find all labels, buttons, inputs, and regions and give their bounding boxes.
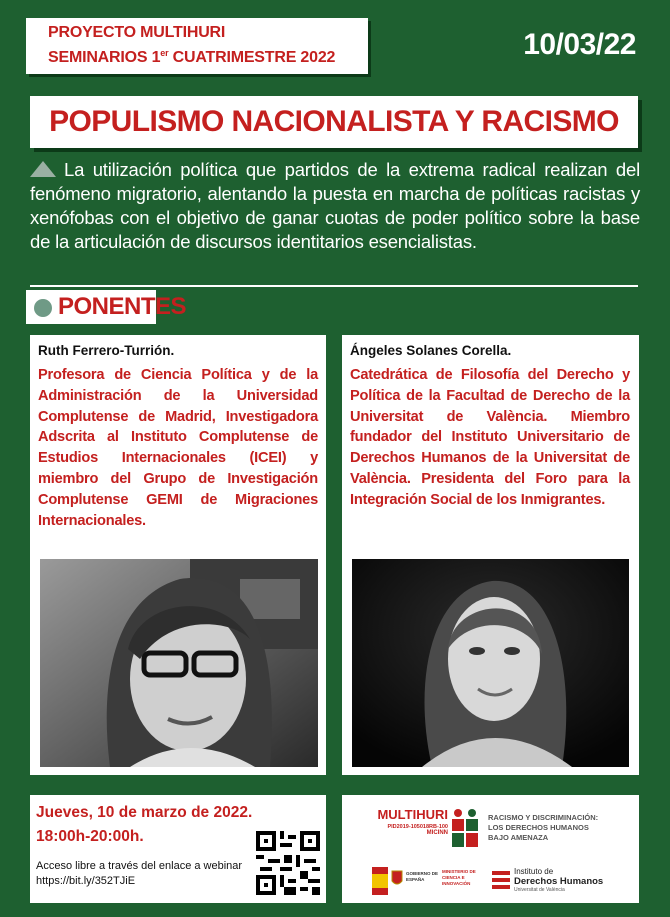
racismo-line2: LOS DERECHOS HUMANOS [488, 823, 589, 832]
project-header-box [26, 18, 368, 74]
divider [30, 285, 638, 287]
instituto-line1: Instituto de [514, 867, 554, 876]
project-name: PROYECTO MULTIHURI [48, 24, 226, 41]
ponentes-heading-box [26, 290, 187, 324]
event-time-line: 18:00h-20:00h. [36, 828, 144, 845]
webinar-link[interactable]: https://bit.ly/352TJiE [36, 875, 136, 887]
event-when [36, 801, 252, 849]
multihuri-logo [350, 807, 448, 836]
multihuri-code: PID2019-105018RB-100 [387, 824, 448, 830]
racismo-line3: BAJO AMENAZA [488, 833, 549, 842]
logos-box [342, 795, 639, 903]
people-figures-icon [450, 807, 482, 849]
micinn-text: MICINN [426, 830, 448, 836]
page-title: POPULISMO NACIONALISTA Y RACISMO [49, 105, 619, 138]
instituto-line3: Universitat de València [514, 887, 565, 893]
description-text: La utilización política que partidos de la extrema radical realizan del fenómeno migratorio, alentando la puesta en marcha de políticas racistas y xenófobas con el objetivo de ganar cuotas de poder político sobre la base de la articulación de discursos identitarios esencialistas. [30, 159, 640, 252]
access-text: Acceso libre a través del enlace a webinar [36, 860, 243, 872]
access-info [36, 859, 256, 889]
qr-code-icon[interactable] [256, 831, 320, 895]
coat-of-arms-icon [390, 869, 404, 889]
multihuri-text: MULTIHURI [377, 807, 448, 822]
speaker-bio: Catedrática de Filosofía del Derecho y Política de la Facultad de Derecho de la Universitat de València. Miembro fundador del Instituto Universitario de Derechos Humanos de la Universitat de València. Presidenta del Foro para la Integración Social de los Inmigrantes. [350, 367, 630, 508]
description [30, 158, 640, 254]
racismo-line1: RACISMO Y DISCRIMINACIÓN: [488, 813, 599, 822]
speaker-photo [40, 559, 318, 767]
speaker-card [30, 335, 326, 775]
speaker-bio: Profesora de Ciencia Política y de la Administración de la Universidad Complutense de Madrid, Investigadora Adscrita al Instituto Complutense de Estudios Internacionales (ICEI) y miembro del Grupo de Investigación Complutense GEMI de Migraciones Internacionales. [38, 367, 318, 529]
seminar-period: SEMINARIOS 1er CUATRIMESTRE 2022 [48, 48, 336, 66]
instituto-line2: Derechos Humanos [514, 876, 604, 887]
ponentes-heading: PONENTES [58, 293, 187, 320]
spain-flag-icon [372, 867, 388, 895]
speaker-name: Ángeles Solanes Corella. [350, 343, 512, 358]
event-date: 10/03/22 [523, 28, 636, 61]
speaker-photo [352, 559, 629, 767]
racismo-logo-text [488, 813, 598, 843]
title-box [30, 96, 638, 148]
event-date-line: Jueves, 10 de marzo de 2022. [36, 804, 253, 821]
triangle-icon [30, 161, 56, 177]
circle-icon [34, 299, 52, 317]
ministerio-text: MINISTERIO DE CIENCIA E INNOVACIÓN [442, 869, 476, 886]
gobierno-text: GOBIERNO DE ESPAÑA [406, 871, 439, 882]
instituto-text [514, 867, 603, 893]
event-info-box [30, 795, 326, 903]
speaker-name: Ruth Ferrero-Turrión. [38, 343, 175, 358]
speaker-card [342, 335, 639, 775]
instituto-logo-icon [492, 869, 510, 891]
